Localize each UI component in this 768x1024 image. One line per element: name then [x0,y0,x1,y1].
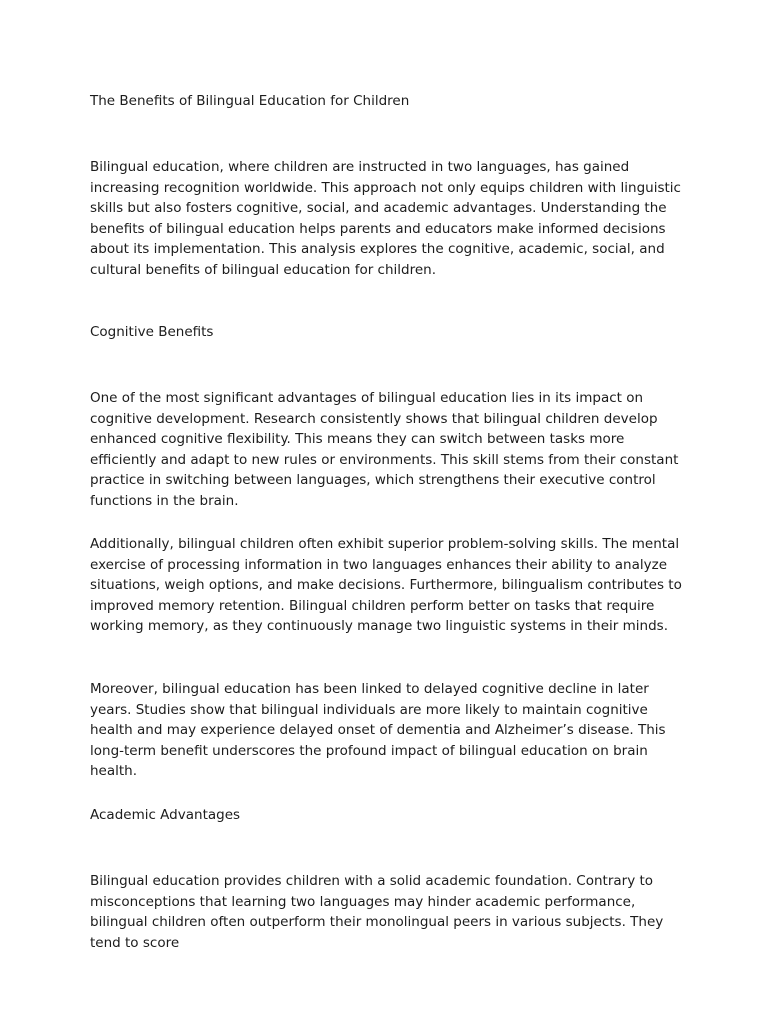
paragraph-academic-foundation: Bilingual education provides children with a solid academic foundation. Contrary to misconceptions that learning two languages may hinder academic performance, bilingual children often outperform their monolingual peers in various subjects. They tend to score [90,873,664,951]
paragraph-cognitive-decline: Moreover, bilingual education has been linked to delayed cognitive decline in later years. Studies show that bilingual individuals are more likely to maintain cognitive health and may experience delayed onset of dementia and Alzheimer’s disease. This long-term benefit underscores the profound impact of bilingual education on brain health. [90,681,666,779]
document-title: The Benefits of Bilingual Education for Children [90,93,410,109]
section-heading-cognitive-benefits: Cognitive Benefits [90,324,214,340]
section-heading-academic-advantages: Academic Advantages [90,807,241,823]
intro-paragraph: Bilingual education, where children are instructed in two languages, has gained increasing recognition worldwide. This approach not only equips children with linguistic skills but also fosters cognitive, social, and academic advantages. Understanding the benefits of bilingual education helps parents and educators make informed decisions about its implementation. This analysis explores the cognitive, academic, social, and cultural benefits of bilingual education for children. [90,159,681,278]
paragraph-cognitive-flexibility: One of the most significant advantages of bilingual education lies in its impact on cognitive development. Research consistently shows that bilingual children develop enhanced cognitive flexibility. This means they can switch between tasks more efficiently and adapt to new rules or environments. This skill stems from their constant practice in switching between languages, which strengthens their executive control functions in the brain. [90,390,679,509]
paragraph-problem-solving: Additionally, bilingual children often exhibit superior problem-solving skills. The mental exercise of processing information in two languages enhances their ability to analyze situations, weigh options, and make decisions. Furthermore, bilingualism contributes to improved memory retention. Bilingual children perform better on tasks that require working memory, as they continuously manage two linguistic systems in their minds. [90,536,682,634]
